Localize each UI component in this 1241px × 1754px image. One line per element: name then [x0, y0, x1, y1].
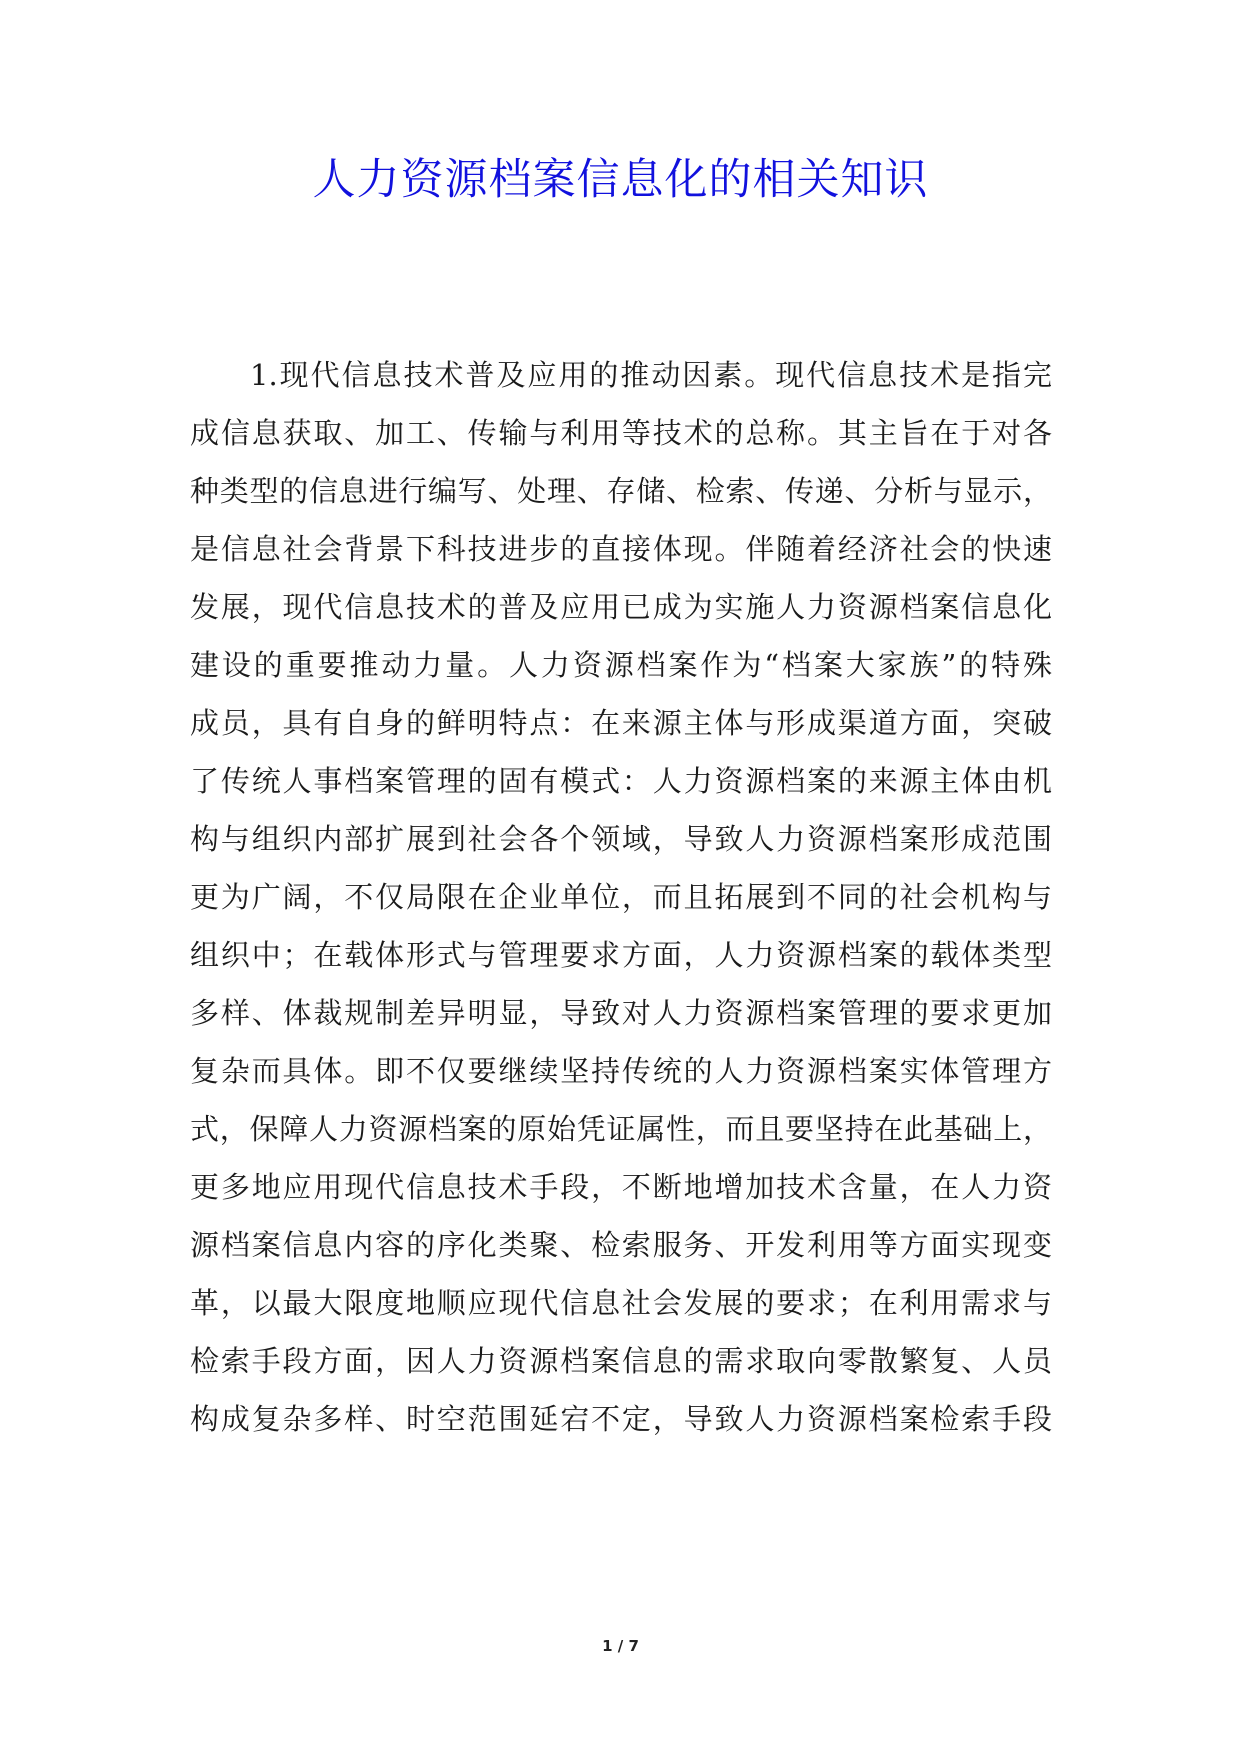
document-title: 人力资源档案信息化的相关知识 — [312, 155, 929, 205]
text-line: 种类型的信息进行编写、处理、存储、检索、传递、分析与显示， — [190, 474, 1052, 508]
text-line: 建设的重要推动力量。人力资源档案作为“档案大家族”的特殊 — [190, 648, 1052, 682]
text-line: 革，以最大限度地顺应现代信息社会发展的要求；在利用需求与 — [190, 1286, 1052, 1320]
text-line: 成员，具有自身的鲜明特点：在来源主体与形成渠道方面，突破 — [190, 706, 1052, 740]
text-line: 发展，现代信息技术的普及应用已成为实施人力资源档案信息化 — [190, 590, 1052, 624]
text-line: 源档案信息内容的序化类聚、检索服务、开发利用等方面实现变 — [190, 1228, 1052, 1262]
text-line: 式，保障人力资源档案的原始凭证属性，而且要坚持在此基础上， — [190, 1112, 1052, 1146]
text-line: 更多地应用现代信息技术手段，不断地增加技术含量，在人力资 — [190, 1170, 1052, 1204]
text-line: 多样、体裁规制差异明显，导致对人力资源档案管理的要求更加 — [190, 996, 1052, 1030]
text-line: 检索手段方面，因人力资源档案信息的需求取向零散繁复、人员 — [190, 1344, 1052, 1378]
text-line: 成信息获取、加工、传输与利用等技术的总称。其主旨在于对各 — [190, 416, 1052, 450]
text-line: 组织中；在载体形式与管理要求方面，人力资源档案的载体类型 — [190, 938, 1052, 972]
text-line: 复杂而具体。即不仅要继续坚持传统的人力资源档案实体管理方 — [190, 1054, 1052, 1088]
text-line: 更为广阔，不仅局限在企业单位，而且拓展到不同的社会机构与 — [190, 880, 1052, 914]
text-line: 是信息社会背景下科技进步的直接体现。伴随着经济社会的快速 — [190, 532, 1052, 566]
text-line: 1.现代信息技术普及应用的推动因素。现代信息技术是指完 — [250, 358, 1052, 392]
text-line: 构成复杂多样、时空范围延宕不定，导致人力资源档案检索手段 — [190, 1402, 1052, 1436]
text-line: 构与组织内部扩展到社会各个领域，导致人力资源档案形成范围 — [190, 822, 1052, 856]
text-line: 了传统人事档案管理的固有模式：人力资源档案的来源主体由机 — [190, 764, 1052, 798]
page-number: 1 / 7 — [602, 1637, 639, 1655]
